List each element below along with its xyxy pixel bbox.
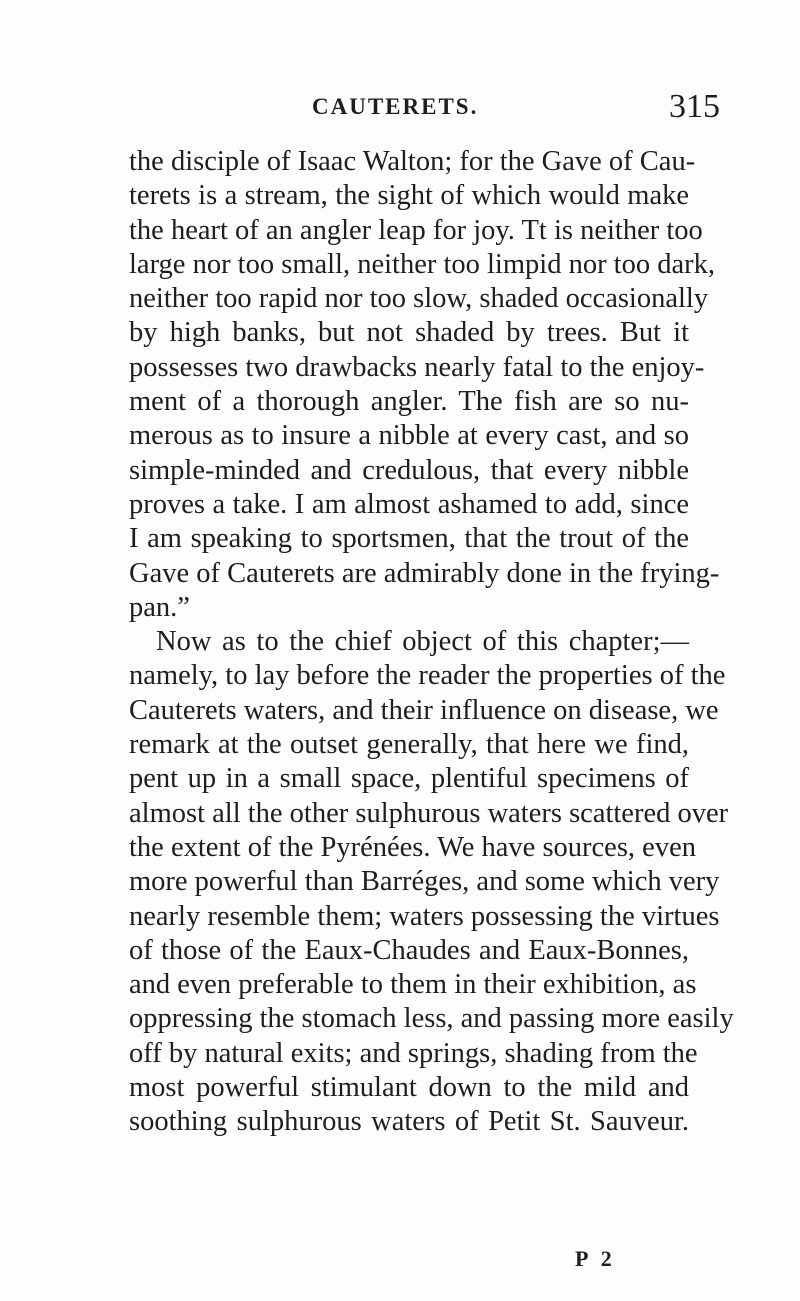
text-line: possesses two drawbacks nearly fatal to the enjoy- <box>129 351 705 383</box>
text-line: neither too rapid nor too slow, shaded occasionally <box>129 283 709 315</box>
text-line: pent up in a small space, plentiful specimens of <box>129 763 689 795</box>
page-header <box>0 88 800 128</box>
body-text <box>129 145 734 1140</box>
text-line: more powerful than Barréges, and some which very <box>129 866 720 898</box>
text-line: the extent of the Pyrénées. We have sources, even <box>129 831 696 863</box>
text-line: ment of a thorough angler. The fish are so nu- <box>129 386 689 418</box>
text-line: most powerful stimulant down to the mild and <box>129 1072 689 1104</box>
text-line: nearly resemble them; waters possessing the virtues <box>129 900 720 932</box>
text-line: almost all the other sulphurous waters scattered over <box>129 797 729 829</box>
text-line: and even preferable to them in their exhibition, as <box>129 969 697 1001</box>
running-title: CAUTERETS. <box>312 94 479 119</box>
text-line: merous as to insure a nibble at every cast, and so <box>129 420 689 452</box>
text-line: I am speaking to sportsmen, that the trout of the <box>129 523 689 555</box>
text-line: soothing sulphurous waters of Petit St. Sauveur. <box>129 1106 689 1138</box>
page-number: 315 <box>669 88 720 125</box>
text-line: off by natural exits; and springs, shading from the <box>129 1037 698 1069</box>
text-line: remark at the outset generally, that here we find, <box>129 729 689 761</box>
text-line-paragraph-start: Now as to the chief object of this chapter;— <box>156 626 689 658</box>
text-line: large nor too small, neither too limpid nor too dark, <box>129 248 715 280</box>
text-line: oppressing the stomach less, and passing more easily <box>129 1003 734 1035</box>
signature-mark: P 2 <box>575 1246 616 1271</box>
text-line: the disciple of Isaac Walton; for the Gave of Cau- <box>129 146 696 177</box>
text-line: proves a take. I am almost ashamed to add, since <box>129 488 689 520</box>
text-line: namely, to lay before the reader the properties of the <box>129 660 726 692</box>
text-line: Cauterets waters, and their influence on disease, we <box>129 694 719 726</box>
text-line: by high banks, but not shaded by trees. But it <box>129 317 689 349</box>
text-line: simple-minded and credulous, that every nibble <box>129 454 689 486</box>
text-line: the heart of an angler leap for joy. Tt is neither too <box>129 214 703 246</box>
text-line: Gave of Cauterets are admirably done in the frying- <box>129 557 720 589</box>
text-line: of those of the Eaux-Chaudes and Eaux-Bonnes, <box>129 934 689 966</box>
text-line: terets is a stream, the sight of which would make <box>129 180 689 212</box>
text-line-paragraph-end: pan.” <box>129 591 190 623</box>
